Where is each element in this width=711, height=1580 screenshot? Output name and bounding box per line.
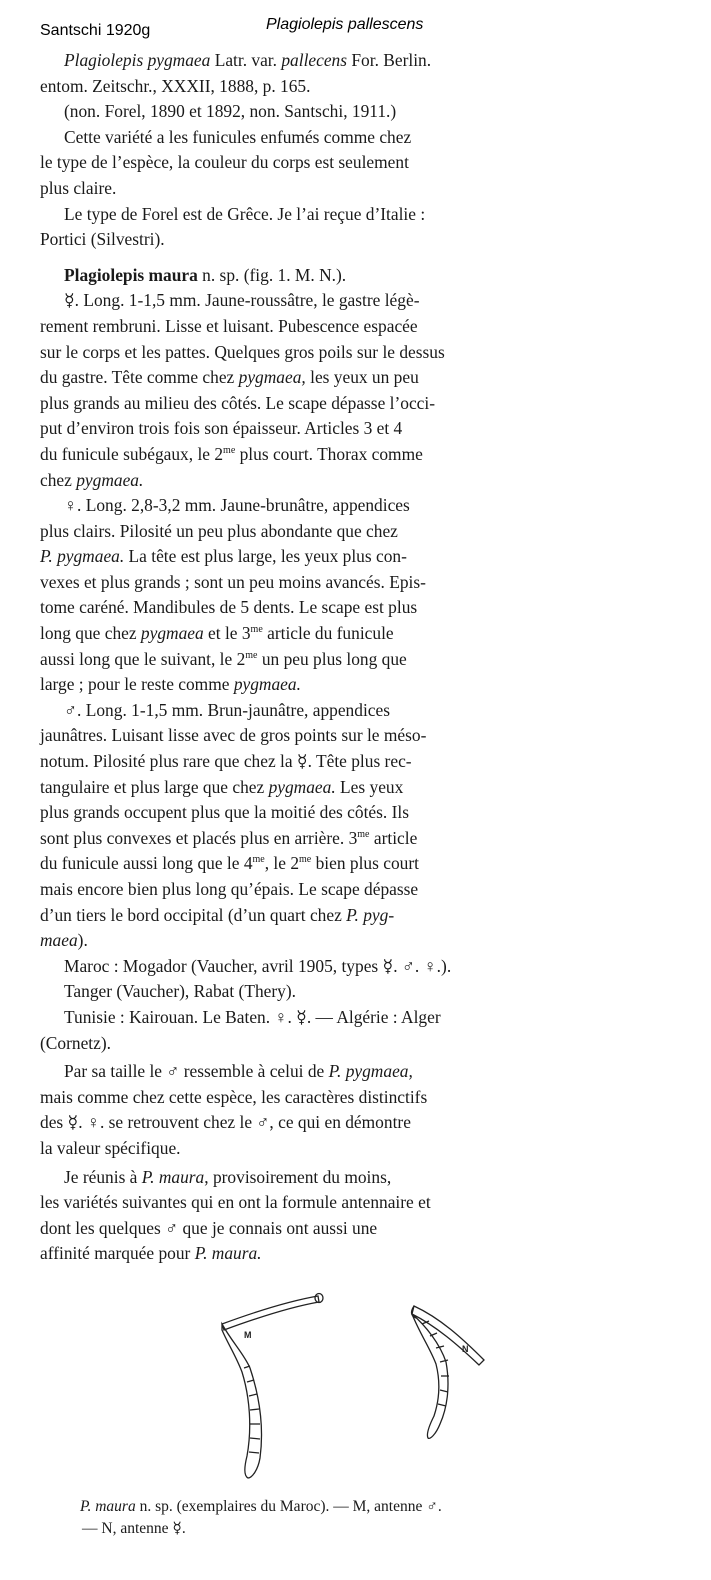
type-locality: Le type de Forel est de Grêce. Je l’ai reçue d’Italie : Portici (Silvestri). — [40, 203, 426, 250]
species-name: Plagiolepis maura — [64, 264, 198, 285]
label-m: M — [244, 1330, 252, 1340]
antenna-drawings — [200, 1288, 520, 1488]
varieties-paragraph: Je réunis à P. maura, provisoirement du moins, les variétés suivantes qui en ont la formule antennaire et dont les quelques ♂ que je connais ont aussi une affinité marquée pour P. maura. — [40, 1166, 431, 1264]
running-header-author: Santschi 1920g — [40, 22, 151, 39]
locality-tunisia: Tunisie : Kairouan. Le Baten. ♀. ☿. — Algérie : Alger (Cornetz). — [40, 1006, 441, 1053]
male-description: ♂. Long. 1-1,5 mm. Brun-jaunâtre, appendices jaunâtres. Luisant lisse avec de gros points sur le méso- notum. Pilosité plus rare que chez la ☿. Tête plus rec- tangulaire et plus large que chez pygmaea. Les yeux plus grands occupent plus que la moitié des côtés. Ils sont plus convexes et placés plus en arrière. $3^{me}$ article du funicule aussi long que le $4^{me}$, le $2^{me}$ bien plus court mais encore bien plus long qu’épais. Le scape dépasse d’un tiers le bord occipital (d’un quart chez P. pyg- maea). — [40, 699, 427, 951]
remarks-paragraph: Par sa taille le ♂ ressemble à celui de P. pygmaea, mais comme chez cette espèce, les caractères distinctifs des ☿. ♀. se retrouvent chez le ♂, ce qui en démontre la valeur spécifique. — [40, 1061, 428, 1158]
antenna-n-drawing — [412, 1306, 484, 1438]
antenna-figure — [200, 1288, 520, 1488]
label-n: N — [462, 1344, 469, 1354]
figure-caption: P. maura n. sp. (exemplaires du Maroc). — M, antenne ♂. — N, antenne ☿. — [80, 1498, 442, 1537]
locality-morocco: Maroc : Mogador (Vaucher, avril 1905, types ☿. ♂. ♀.). — [64, 955, 452, 976]
worker-description: ☿. Long. 1-1,5 mm. Jaune-roussâtre, le gastre légè- rement rembruni. Lisse et luisant. Pubescence espacée sur le corps et les pattes. Quelques gros poils sur le dessus du gastre. Tête comme chez pygmaea, les yeux un peu plus grands au milieu des côtés. Le scape dépasse l’occi- put d’environ trois fois son épaisseur. Articles 3 et 4 du funicule subégaux, le $2^{me}$ plus court. Thorax comme chez pygmaea. — [40, 290, 445, 490]
non-citation: (non. Forel, 1890 et 1892, non. Santschi, 1911.) — [64, 101, 397, 122]
antenna-m-drawing — [222, 1294, 323, 1479]
taxon-name: Plagiolepis pygmaea — [64, 50, 211, 70]
queen-description: ♀. Long. 2,8-3,2 mm. Jaune-brunâtre, appendices plus clairs. Pilosité un peu plus abondante que chez P. pygmaea. La tête est plus large, les yeux plus con- vexes et plus grands ; sont un peu moins avancés. Epis- tome caréné. Mandibules de 5 dents. Le scape est plus long que chez pygmaea et le $3^{me}$ article du funicule aussi long que le suivant, le $2^{me}$ un peu plus long que large ; pour le reste comme pygmaea. — [40, 495, 426, 695]
page-body — [40, 48, 588, 1267]
running-header-taxon: Plagiolepis pallescens — [266, 16, 424, 33]
locality-tanger: Tanger (Vaucher), Rabat (Thery). — [64, 981, 296, 1002]
synonym-citation: Plagiolepis pygmaea Latr. var. pallecens For. Berlin. entom. Zeitschr., XXXII, 1888, p. 165. — [40, 50, 432, 96]
variety-description: Cette variété a les funicules enfumés comme chez le type de l’espèce, la couleur du corps est seulement plus claire. — [40, 126, 412, 198]
species-heading: Plagiolepis maura n. sp. (fig. 1. M. N.). — [64, 264, 347, 285]
